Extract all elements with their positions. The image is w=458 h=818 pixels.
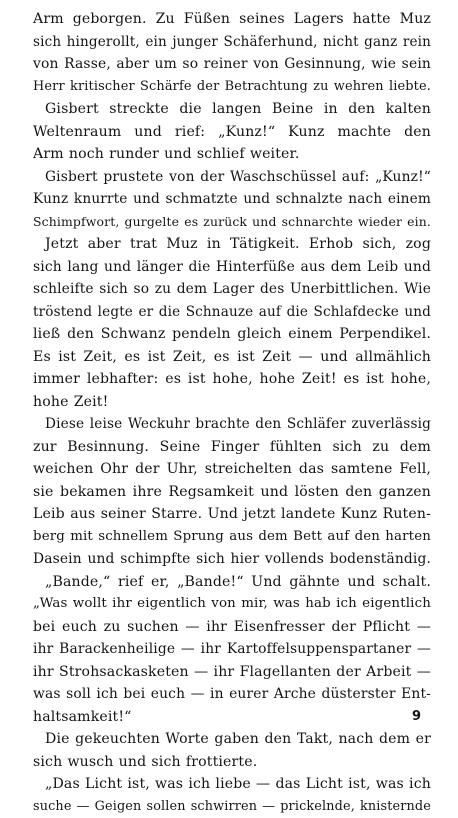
- text-line: schleifte sich so zu dem Lager des Unerbittlichen. Wie: [33, 278, 431, 301]
- text-line: sich lang und länger die Hinterfüße aus dem Leib und: [33, 256, 431, 279]
- text-line: „Bande,“ rief er, „Bande!“ Und gähnte und schalt.: [33, 571, 431, 594]
- text-line: zur Besinnung. Seine Finger fühlten sich zu dem: [33, 436, 431, 459]
- text-line: hohe Zeit!: [33, 391, 431, 414]
- text-line: Diese leise Weckuhr brachte den Schläfer zuverlässig: [33, 413, 431, 436]
- text-line: Kunz knurrte und schmatzte und schnalzte nach einem: [33, 188, 431, 211]
- text-line: Die gekeuchten Worte gaben den Takt, nach dem er: [33, 728, 431, 751]
- text-line: Arm geborgen. Zu Füßen seines Lagers hatte Muz: [33, 8, 431, 31]
- text-line: Jetzt aber trat Muz in Tätigkeit. Erhob sich, zog: [33, 233, 431, 256]
- text-line: Schimpfwort, gurgelte es zurück und schnarchte wieder ein.: [33, 211, 431, 234]
- text-line: ließ den Schwanz pendeln gleich einem Perpendikel.: [33, 323, 431, 346]
- page-number: 9: [412, 709, 421, 725]
- text-line: Leib aus seiner Starre. Und jetzt landete Kunz Ruten-: [33, 503, 431, 526]
- text-line: sich wusch und sich frottierte.: [33, 751, 431, 774]
- body-text: [33, 8, 431, 818]
- text-line: weichen Ohr der Uhr, streichelten das samtene Fell,: [33, 458, 431, 481]
- text-line: Weltenraum und rief: „Kunz!“ Kunz machte den: [33, 121, 431, 144]
- text-line: suche — Geigen sollen schwirren — prickelnde, knisternde: [33, 796, 431, 818]
- text-line: von Rasse, aber um so reiner von Gesinnung, wie sein: [33, 53, 431, 76]
- text-line: Herr kritischer Schärfe der Betrachtung zu wehren liebte.: [33, 76, 431, 99]
- text-line: Es ist Zeit, es ist Zeit, es ist Zeit — und allmählich: [33, 346, 431, 369]
- text-line: sich hingerollt, ein junger Schäferhund, nicht ganz rein: [33, 31, 431, 54]
- text-line: sie bekamen ihre Regsamkeit und lösten den ganzen: [33, 481, 431, 504]
- text-line: berg mit schnellem Sprung aus dem Bett auf den harten: [33, 526, 431, 549]
- text-line: was soll ich bei euch — in eurer Arche düsterster Ent-: [33, 683, 431, 706]
- text-line: haltsamkeit!“: [33, 706, 431, 729]
- text-line: „Das Licht ist, was ich liebe — das Licht ist, was ich: [33, 773, 431, 796]
- text-line: ihr Strohsackasketen — ihr Flagellanten der Arbeit —: [33, 661, 431, 684]
- text-line: bei euch zu suchen — ihr Eisenfresser der Pflicht —: [33, 616, 431, 639]
- text-line: Dasein und schimpfte sich hier vollends bodenständig.: [33, 548, 431, 571]
- text-line: immer lebhafter: es ist hohe, hohe Zeit! es ist hohe,: [33, 368, 431, 391]
- text-line: Gisbert streckte die langen Beine in den kalten: [33, 98, 431, 121]
- text-line: ihr Barackenheilige — ihr Kartoffelsuppenspartaner —: [33, 638, 431, 661]
- text-line: Arm noch runder und schlief weiter.: [33, 143, 431, 166]
- text-line: „Was wollt ihr eigentlich von mir, was hab ich eigentlich: [33, 593, 431, 616]
- text-line: Gisbert prustete von der Waschschüssel auf: „Kunz!“: [33, 166, 431, 189]
- text-line: tröstend legte er die Schnauze auf die Schlafdecke und: [33, 301, 431, 324]
